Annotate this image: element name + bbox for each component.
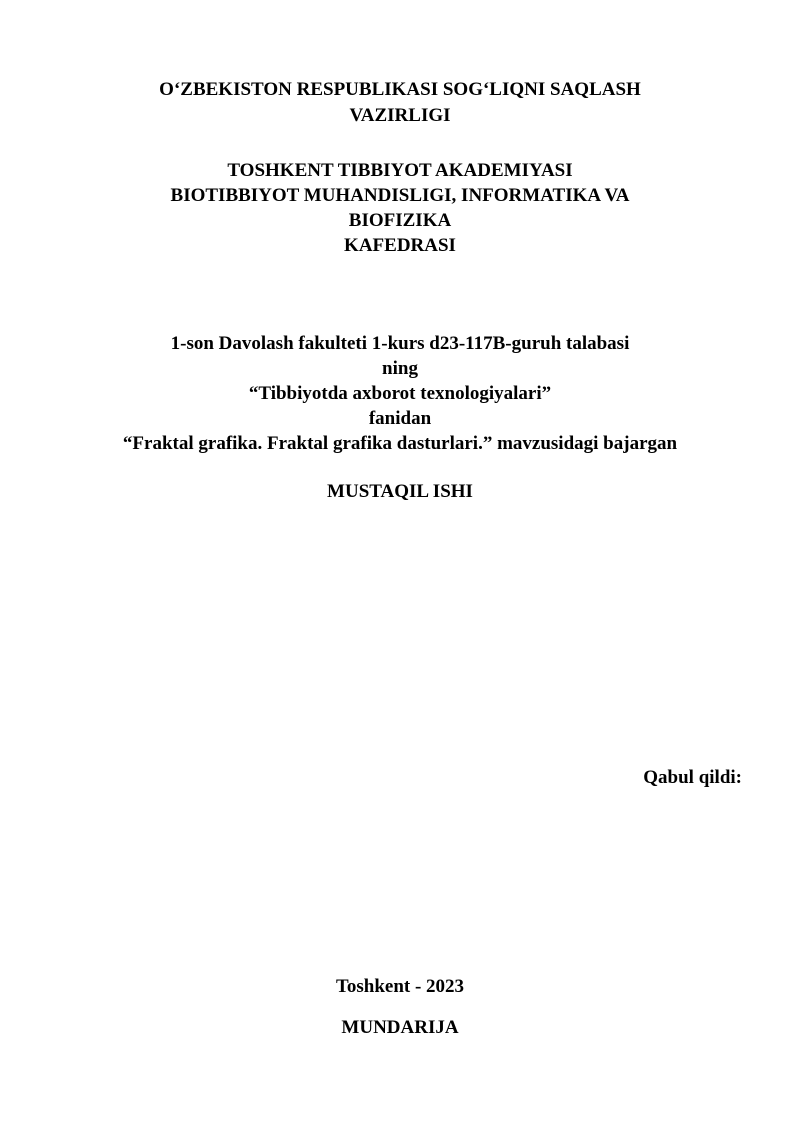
- subject-suffix: fanidan: [368, 408, 432, 429]
- ministry-line-2: VAZIRLIGI: [349, 105, 451, 126]
- accepted-by-label: Qabul qildi:: [643, 767, 742, 788]
- topic-line: “Fraktal grafika. Fraktal grafika dasturlari.” mavzusidagi bajargan: [122, 433, 678, 454]
- subject-name: “Tibbiyotda axborot texnologiyalari”: [248, 383, 552, 404]
- work-title: MUSTAQIL ISHI: [327, 481, 473, 502]
- city-year: Toshkent - 2023: [335, 976, 465, 997]
- student-info-suffix: ning: [382, 358, 418, 379]
- department-line-2: BIOFIZIKA: [348, 210, 452, 231]
- contents-heading: MUNDARIJA: [341, 1017, 459, 1038]
- institution-name: TOSHKENT TIBBIYOT AKADEMIYASI: [227, 160, 573, 181]
- department-line-3: KAFEDRASI: [344, 235, 456, 256]
- department-line-1: BIOTIBBIYOT MUHANDISLIGI, INFORMATIKA VA: [170, 185, 630, 206]
- ministry-line-1: O‘ZBEKISTON RESPUBLIKASI SOG‘LIQNI SAQLASH: [159, 79, 641, 100]
- student-info: 1-son Davolash fakulteti 1-kurs d23-117B-guruh talabasi: [170, 333, 630, 354]
